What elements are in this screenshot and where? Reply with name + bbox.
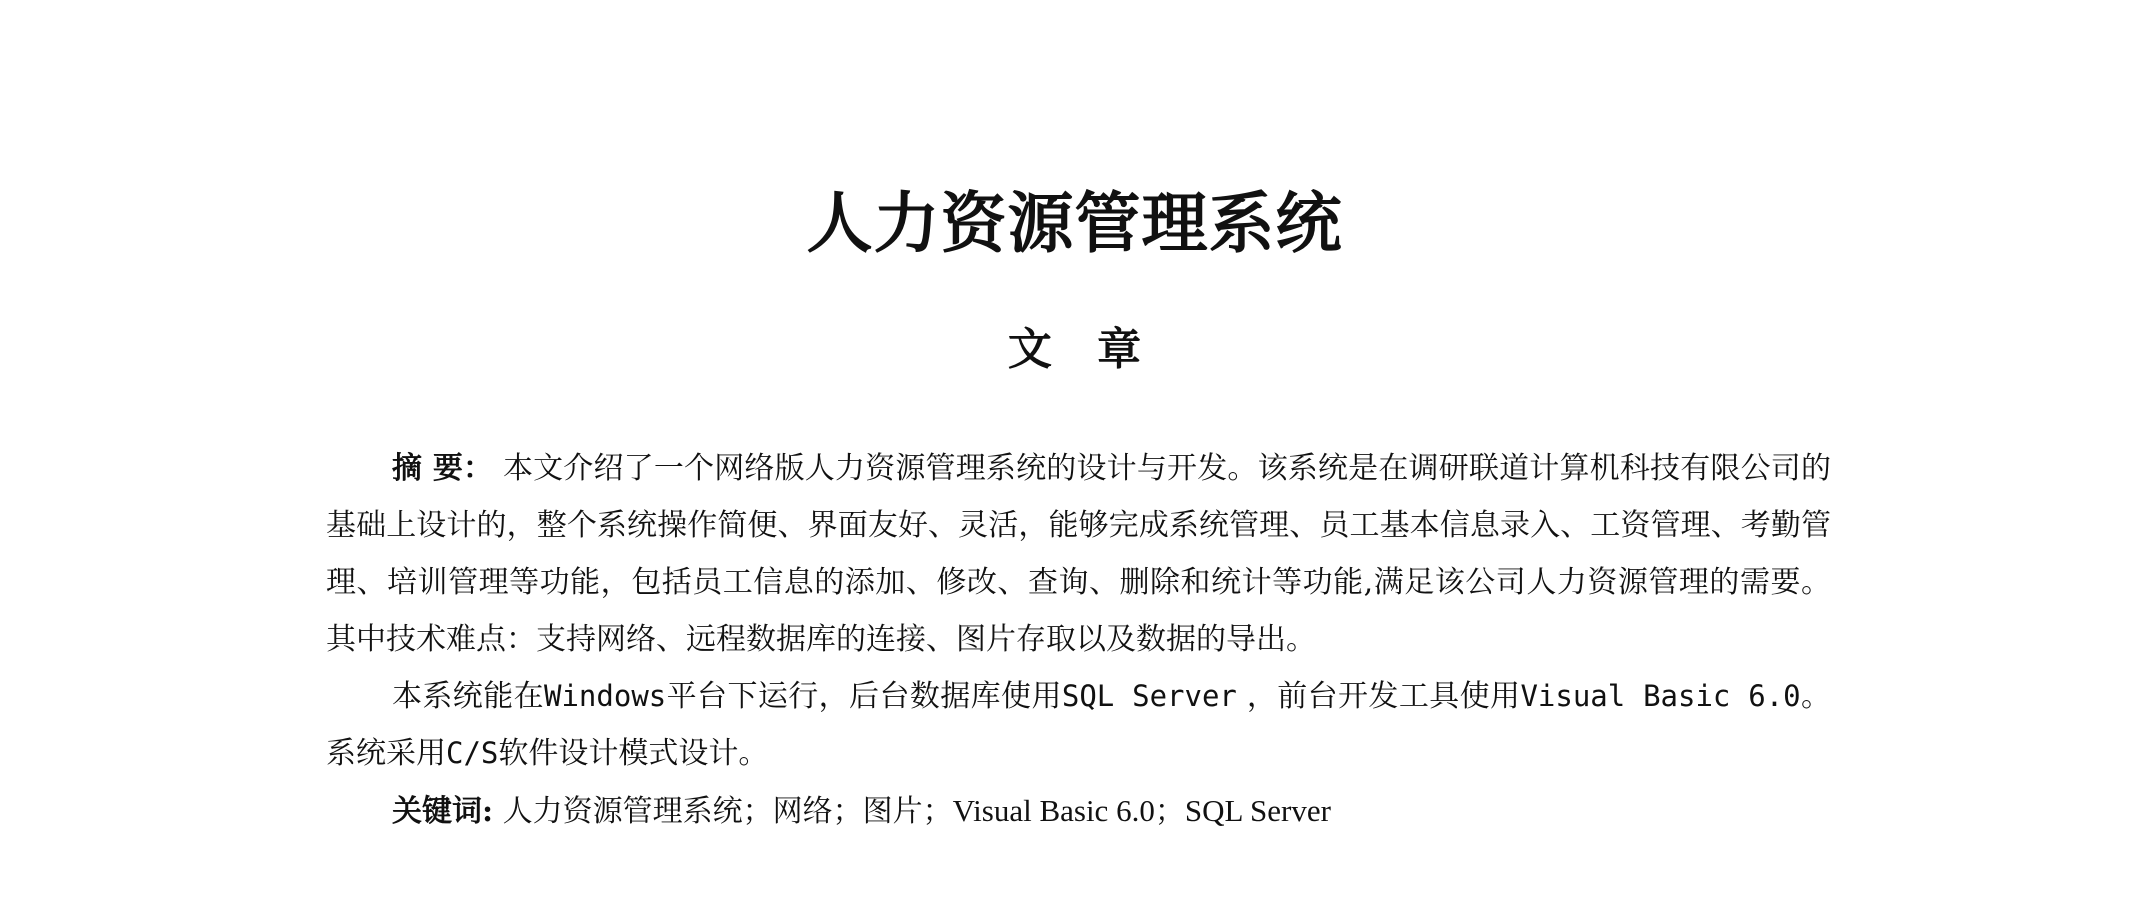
document-author: 文 章 xyxy=(1007,324,1142,375)
keywords-paragraph xyxy=(326,782,1831,840)
platform-text-5: 软件设计模式设计。 xyxy=(498,736,769,771)
keywords-colon: : xyxy=(482,794,494,829)
abstract-paragraph xyxy=(326,440,1831,668)
keywords-label: 关键词 xyxy=(392,794,482,829)
platform-paragraph xyxy=(326,668,1831,782)
keyword-sql-server: SQL Server xyxy=(1184,793,1331,828)
sql-server-term: SQL Server xyxy=(1061,679,1237,713)
platform-text-4: 。系统采用 xyxy=(326,679,1832,771)
abstract-label: 摘 要： xyxy=(392,451,494,486)
platform-text-2: 平台下运行，后台数据库使用 xyxy=(666,679,1062,714)
platform-text-1: 本系统能在 xyxy=(392,679,545,714)
keywords-separator: ； xyxy=(1154,794,1185,829)
keyword-visual-basic: Visual Basic 6.0 xyxy=(952,793,1155,828)
cs-term: C/S xyxy=(446,736,499,770)
keywords-chinese: 人力资源管理系统；网络；图片； xyxy=(502,794,953,829)
windows-term: Windows xyxy=(544,679,667,713)
visual-basic-term: Visual Basic 6.0 xyxy=(1520,679,1801,713)
document-title: 人力资源管理系统 xyxy=(806,184,1343,262)
abstract-text: 本文介绍了一个网络版人力资源管理系统的设计与开发。该系统是在调研联道计算机科技有限公司的基础上设计的，整个系统操作简便、界面友好、灵活，能够完成系统管理、员工基本信息录入、工资管理、考勤管理、培训管理等功能，包括员工信息的添加、修改、查询、删除和统计等功能,满足该公司人力资源管理的需要。其中技术难点：支持网络、远程数据库的连接、图片存取以及数据的导出。 xyxy=(326,451,1831,657)
document-body xyxy=(326,440,1831,840)
platform-text-3: ，前台开发工具使用 xyxy=(1246,679,1521,714)
